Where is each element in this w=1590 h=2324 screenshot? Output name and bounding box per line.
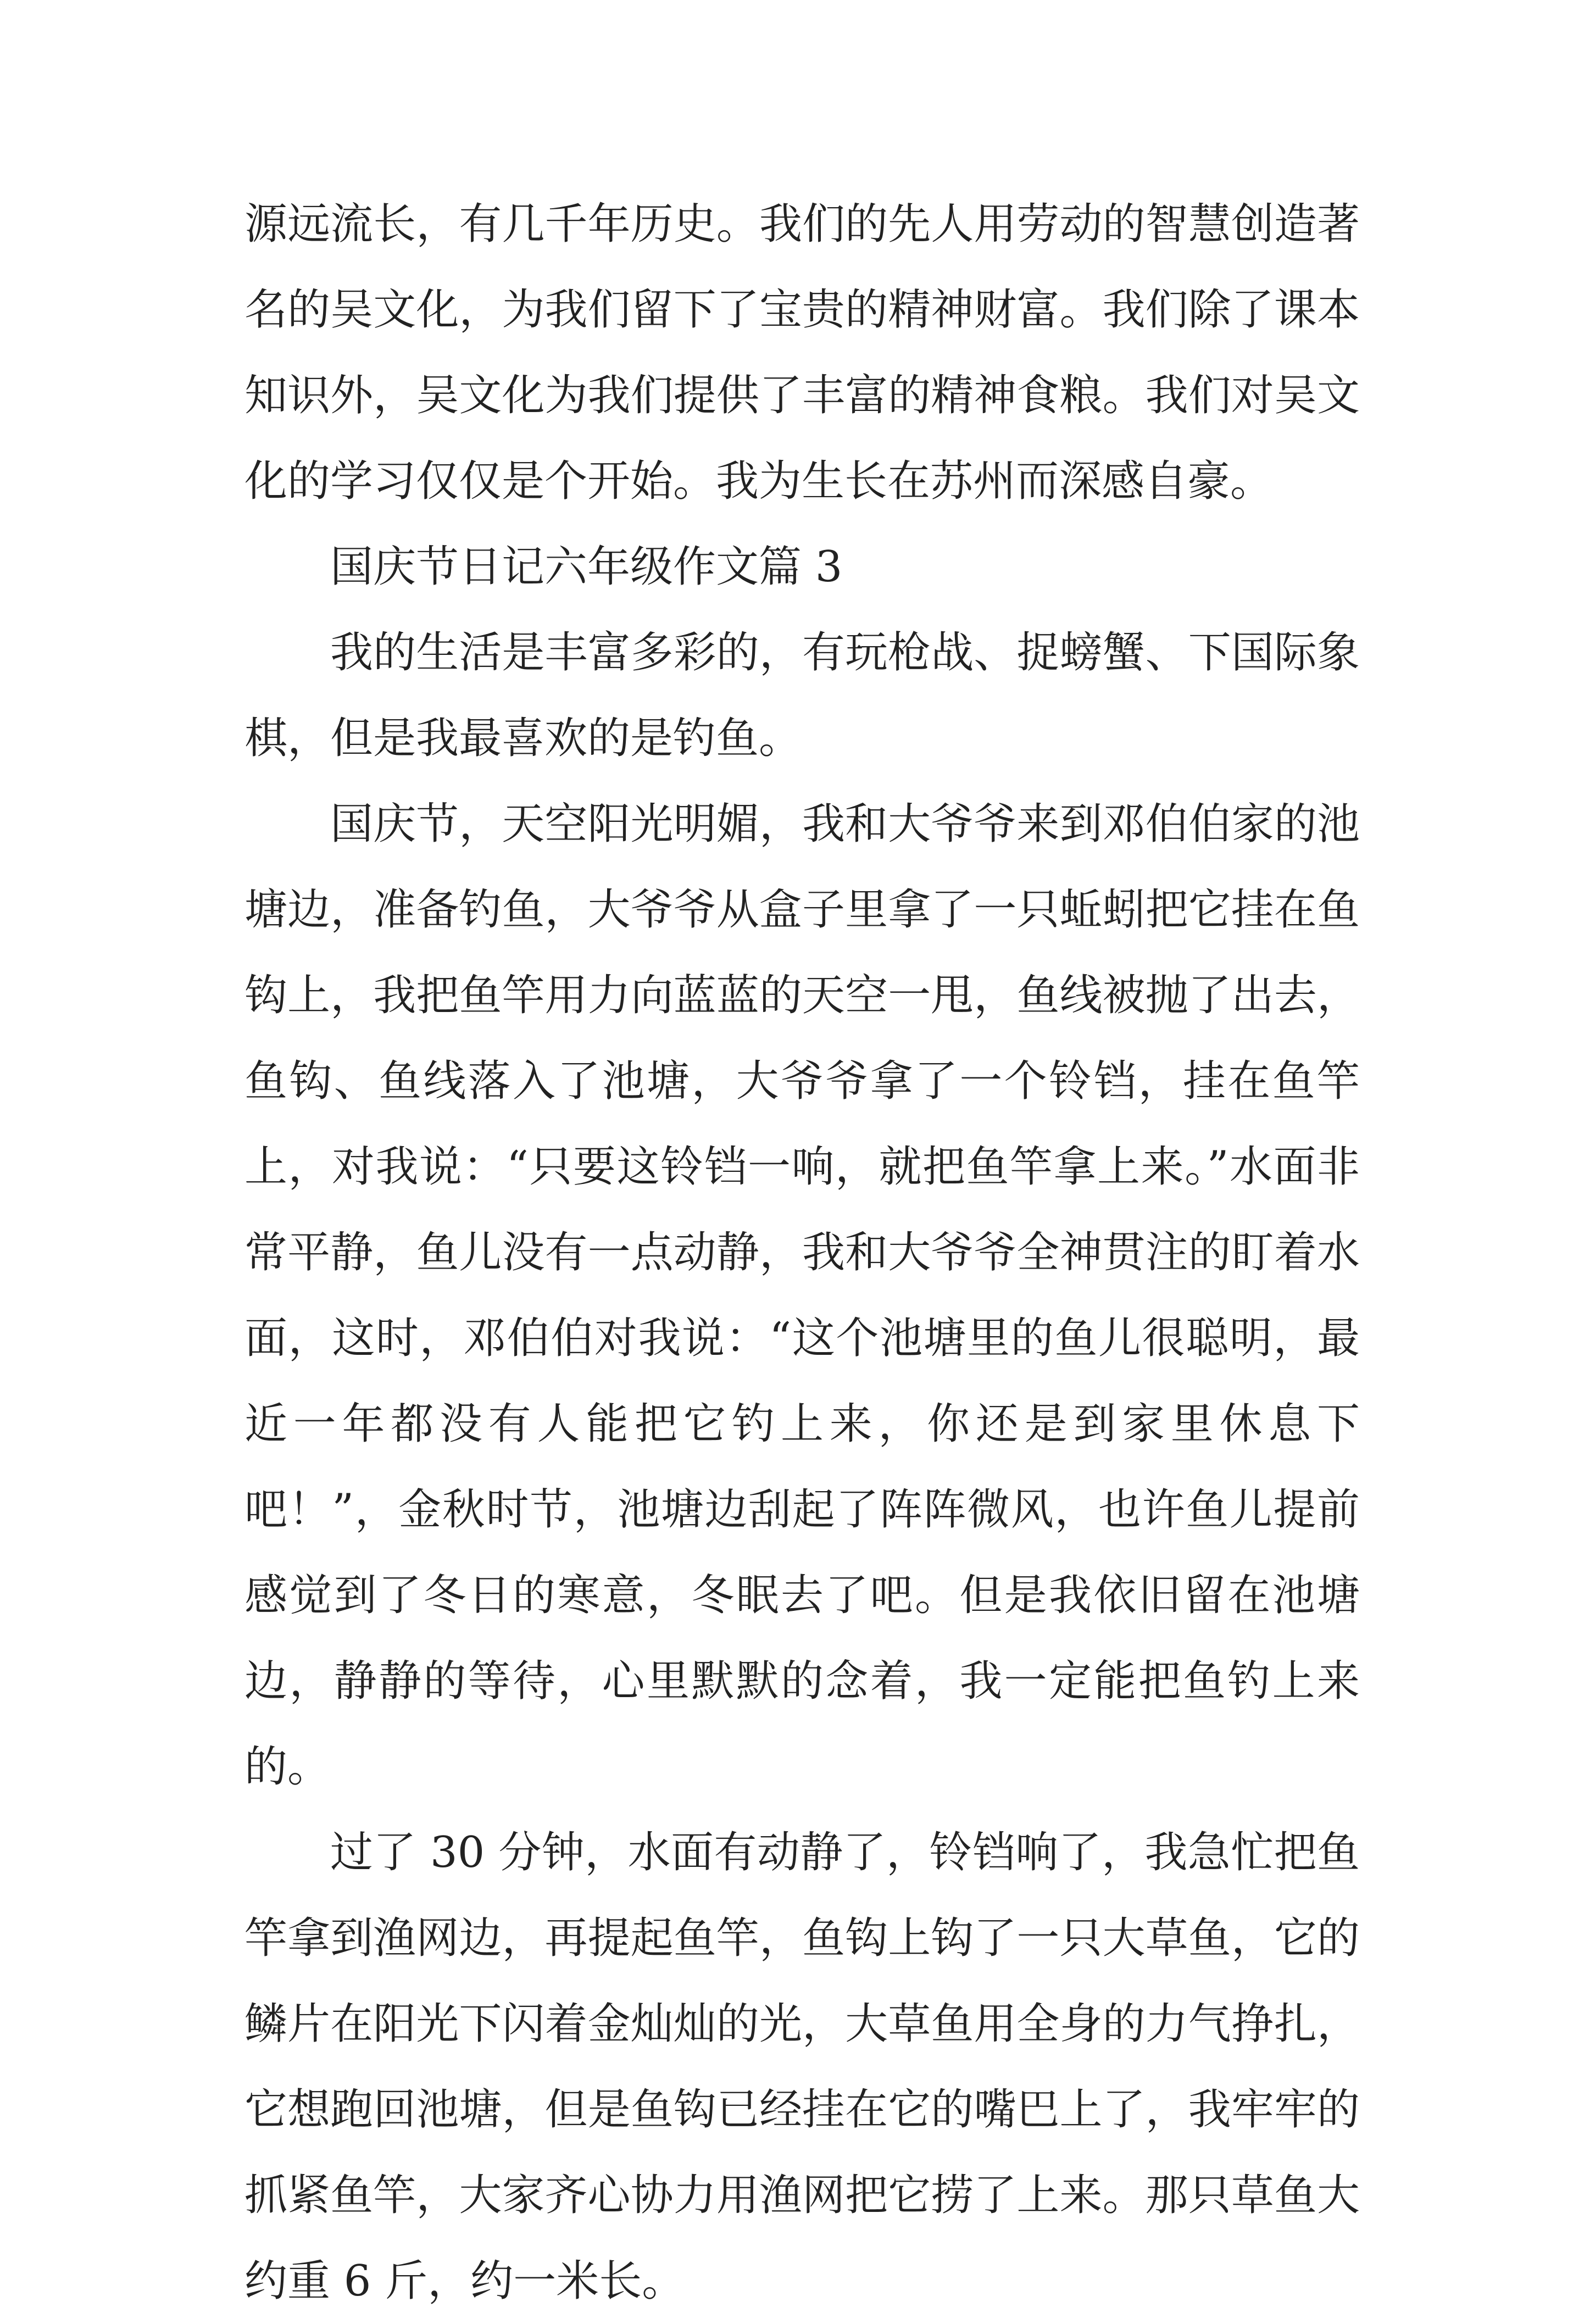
paragraph-continued: 源远流长，有几千年历史。我们的先人用劳动的智慧创造著名的吴文化，为我们留下了宝贵的精神财富。我们除了课本知识外，吴文化为我们提供了丰富的精神食粮。我们对吴文化的学习仅仅是个开始。我为生长在苏州而深感自豪。 [244, 199, 1360, 506]
paragraph-3: 过了 30 分钟，水面有动静了，铃铛响了，我急忙把鱼竿拿到渔网边，再提起鱼竿，鱼钩上钩了一只大草鱼，它的鳞片在阳光下闪着金灿灿的光，大草鱼用全身的力气挣扎，它想跑回池塘，但是鱼钩已经挂在它的嘴巴上了，我牢牢的抓紧鱼竿，大家齐心协力用渔网把它捞了上来。那只草鱼大约重 6 斤，约一米长。 [244, 1828, 1360, 2306]
section-heading: 国庆节日记六年级作文篇 3 [330, 542, 843, 592]
document-body [244, 181, 1360, 2324]
paragraph-1: 我的生活是丰富多彩的，有玩枪战、捉螃蟹、下国际象棋，但是我最喜欢的是钓鱼。 [244, 628, 1360, 763]
paragraph-2: 国庆节，天空阳光明媚，我和大爷爷来到邓伯伯家的池塘边，准备钓鱼，大爷爷从盒子里拿了一只蚯蚓把它挂在鱼钩上，我把鱼竿用力向蓝蓝的天空一甩，鱼线被抛了出去，鱼钩、鱼线落入了池塘，大爷爷拿了一个铃铛，挂在鱼竿上，对我说：“只要这铃铛一响，就把鱼竿拿上来。”水面非常平静，鱼儿没有一点动静，我和大爷爷全神贯注的盯着水面，这时，邓伯伯对我说：“这个池塘里的鱼儿很聪明，最近一年都没有人能把它钓上来，你还是到家里休息下吧！”，金秋时节，池塘边刮起了阵阵微风，也许鱼儿提前感觉到了冬日的寒意，冬眠去了吧。但是我依旧留在池塘边，静静的等待，心里默默的念着，我一定能把鱼钓上来的。 [244, 799, 1360, 1792]
